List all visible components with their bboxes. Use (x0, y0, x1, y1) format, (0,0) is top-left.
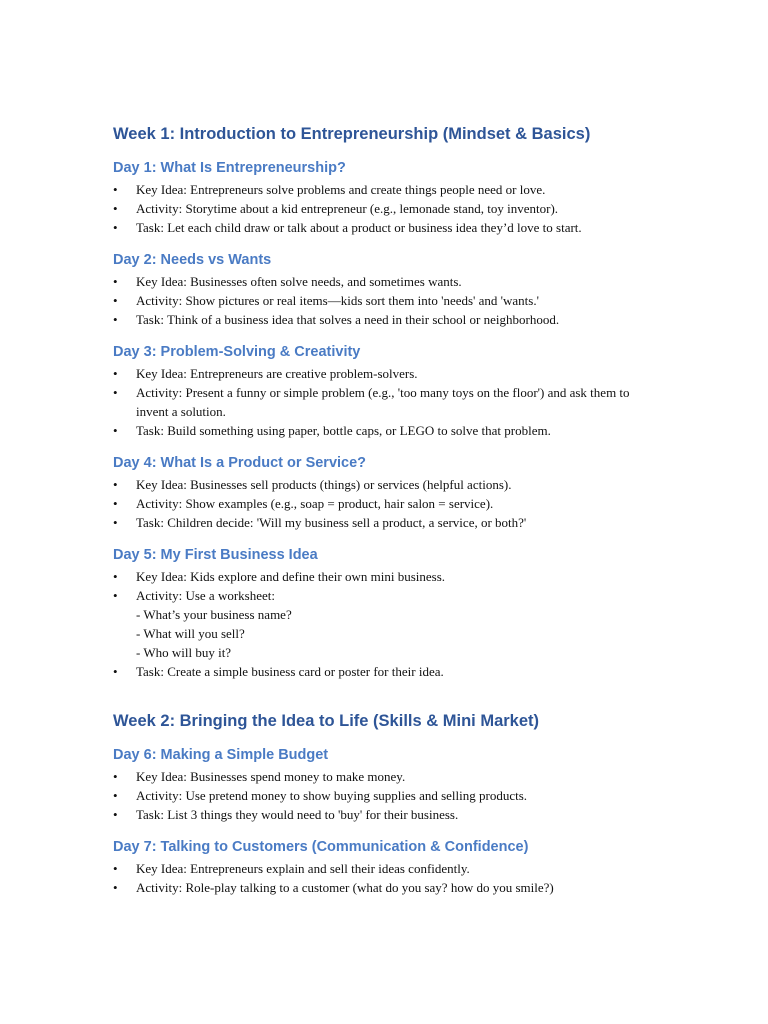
bullet-icon: • (113, 385, 118, 400)
day-3-list (113, 364, 653, 440)
list-item: • Key Idea: Businesses spend money to make money. (113, 769, 406, 784)
bullet-icon: • (113, 182, 118, 197)
list-item: • Key Idea: Businesses often solve needs, and sometimes wants. (113, 274, 462, 289)
day-6-heading: Day 6: Making a Simple Budget (113, 747, 329, 763)
day-1-heading: Day 1: What Is Entrepreneurship? (113, 160, 346, 176)
bullet-icon: • (113, 769, 118, 784)
list-item: • Key Idea: Entrepreneurs solve problems and create things people need or love. (113, 182, 546, 197)
bullet-icon: • (113, 861, 118, 876)
list-item: • Activity: Show examples (e.g., soap = product, hair salon = service). (113, 496, 494, 511)
bullet-icon: • (113, 201, 118, 216)
list-item: • Task: Children decide: 'Will my business sell a product, a service, or both?' (113, 515, 527, 530)
bullet-icon: • (113, 366, 118, 381)
day-5-section (113, 545, 653, 681)
day-2-list (113, 272, 653, 329)
day-1-section (113, 158, 653, 237)
list-item: • Activity: Use pretend money to show buying supplies and selling products. (113, 788, 528, 803)
bullet-icon: • (113, 496, 118, 511)
bullet-icon: • (113, 788, 118, 803)
worksheet-question: - Who will buy it? (136, 645, 232, 660)
bullet-icon: • (113, 569, 118, 584)
day-4-section (113, 453, 653, 532)
day-7-list (113, 859, 653, 897)
list-item: • Task: Create a simple business card or poster for their idea. (113, 664, 444, 679)
list-item: • Task: List 3 things they would need to 'buy' for their business. (113, 807, 459, 822)
list-item: • Key Idea: Entrepreneurs are creative problem-solvers. (113, 366, 418, 381)
list-item: • Activity: Show pictures or real items—kids sort them into 'needs' and 'wants.' (113, 293, 539, 308)
day-7-heading: Day 7: Talking to Customers (Communication & Confidence) (113, 839, 529, 855)
bullet-icon: • (113, 880, 118, 895)
day-4-heading: Day 4: What Is a Product or Service? (113, 455, 367, 471)
bullet-icon: • (113, 807, 118, 822)
day-5-heading: Day 5: My First Business Idea (113, 547, 318, 563)
list-item: • Task: Let each child draw or talk about a product or business idea they’d love to start. (113, 220, 582, 235)
day-4-list (113, 475, 653, 532)
day-6-section (113, 745, 653, 824)
list-item (113, 586, 653, 662)
document-content (113, 122, 653, 910)
list-item: • Activity: Present a funny or simple problem (e.g., 'too many toys on the floor') and ask them to invent a solution. (113, 385, 630, 419)
bullet-icon: • (113, 664, 118, 679)
day-3-section (113, 342, 653, 440)
bullet-icon: • (113, 293, 118, 308)
day-5-list (113, 567, 653, 681)
day-1-list (113, 180, 653, 237)
list-item: • Key Idea: Entrepreneurs explain and sell their ideas confidently. (113, 861, 470, 876)
list-item: • Task: Build something using paper, bottle caps, or LEGO to solve that problem. (113, 423, 551, 438)
list-item: • Activity: Storytime about a kid entrepreneur (e.g., lemonade stand, toy inventor). (113, 201, 559, 216)
list-item: • Key Idea: Kids explore and define their own mini business. (113, 569, 446, 584)
worksheet-question: - What will you sell? (136, 626, 245, 641)
day-6-list (113, 767, 653, 824)
bullet-icon: • (113, 274, 118, 289)
week-2-heading: Week 2: Bringing the Idea to Life (Skills & Mini Market) (113, 712, 540, 730)
day-3-heading: Day 3: Problem-Solving & Creativity (113, 344, 361, 360)
worksheet-question: - What’s your business name? (136, 607, 292, 622)
day-2-section (113, 250, 653, 329)
bullet-icon: • (113, 312, 118, 327)
bullet-icon: • (113, 423, 118, 438)
list-item: • Task: Think of a business idea that solves a need in their school or neighborhood. (113, 312, 560, 327)
bullet-icon: • (113, 220, 118, 235)
week-1-heading: Week 1: Introduction to Entrepreneurship (Mindset & Basics) (113, 125, 591, 143)
day-2-heading: Day 2: Needs vs Wants (113, 252, 272, 268)
bullet-icon: • (113, 477, 118, 492)
day-7-section (113, 837, 653, 897)
bullet-icon: • (113, 588, 118, 603)
list-item: • Activity: Role-play talking to a customer (what do you say? how do you smile?) (113, 880, 554, 895)
worksheet-label: Activity: Use a worksheet: (136, 588, 275, 603)
list-item: • Key Idea: Businesses sell products (things) or services (helpful actions). (113, 477, 512, 492)
bullet-icon: • (113, 515, 118, 530)
